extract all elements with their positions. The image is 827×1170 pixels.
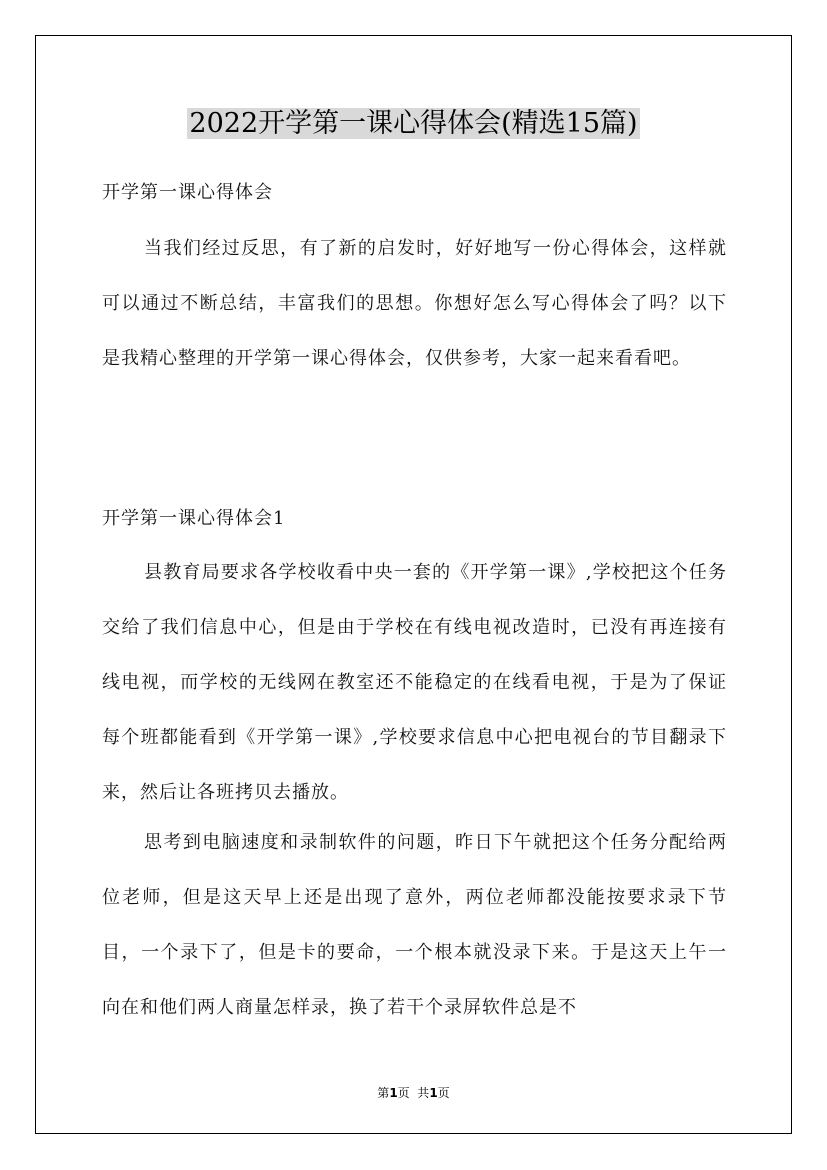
document-title-text: 2022开学第一课心得体会(精选15篇) — [189, 108, 638, 139]
page-footer — [0, 1084, 827, 1101]
section-heading-1: 开学第一课心得体会1 — [102, 508, 286, 529]
footer-page-suffix: 页 — [437, 1086, 450, 1100]
footer-total-pages: 1 — [429, 1086, 438, 1100]
footer-page-number: 1 — [389, 1086, 398, 1100]
body-paragraph-2: 思考到电脑速度和录制软件的问题，昨日下午就把这个任务分配给两位老师，但是这天早上还是出现了意外，两位老师都没能按要求录下节目，一个录下了，但是卡的要命，一个根本就没录下来。于是这天上午一向在和他们两人商量怎样录，换了若干个录屏软件总是不 — [102, 832, 727, 1018]
intro-paragraph: 当我们经过反思，有了新的启发时，好好地写一份心得体会，这样就可以通过不断总结，丰富我们的思想。你想好怎么写心得体会了吗？以下是我精心整理的开学第一课心得体会，仅供参考，大家一起来看看吧。 — [102, 238, 727, 369]
body-paragraph-1: 县教育局要求各学校收看中央一套的《开学第一课》,学校把这个任务交给了我们信息中心，但是由于学校在有线电视改造时，已没有再连接有线电视，而学校的无线网在教室还不能稳定的在线看电视，于是为了保证每个班都能看到《开学第一课》,学校要求信息中心把电视台的节目翻录下来，然后让各班拷贝去播放。 — [102, 562, 727, 803]
section-heading-intro: 开学第一课心得体会 — [102, 182, 273, 203]
document-title — [0, 101, 827, 140]
footer-page-prefix: 第 — [377, 1086, 390, 1100]
footer-page-middle: 页 共 — [397, 1086, 430, 1100]
